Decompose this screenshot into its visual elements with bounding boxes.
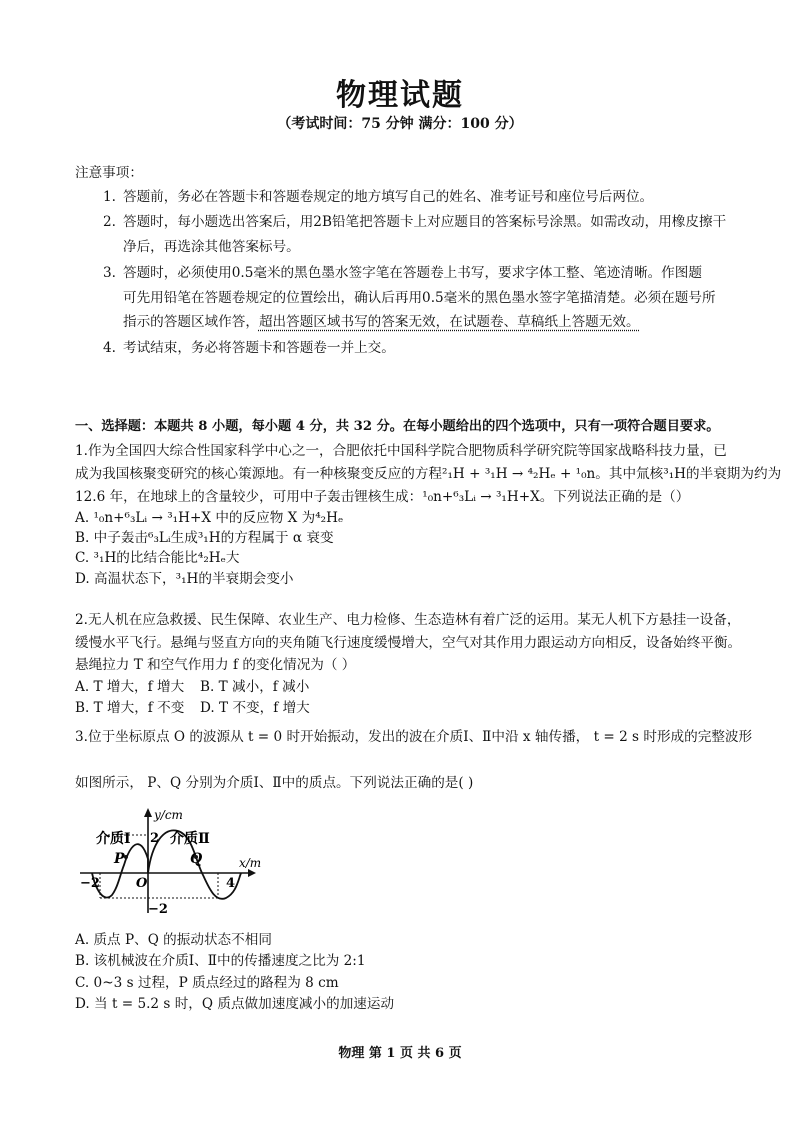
dotted-emphasis: 超出答题区域书写的答案无效，在试题卷、草稿纸上答题无效。 — [258, 314, 640, 330]
q3-line-2: 如图所示， P、Q 分别为介质Ⅰ、Ⅱ中的质点。下列说法正确的是( ) — [75, 775, 474, 791]
q2-line-2: 缓慢水平飞行。悬绳与竖直方向的夹角随飞行速度缓慢增大，空气对其作用力跟运动方向相反，设备始终平衡。 — [75, 635, 742, 651]
wave-figure — [78, 805, 268, 917]
notice-item-2-cont: 净后，再选涂其他答案标号。 — [123, 239, 300, 255]
medium-2-label: 介质Ⅱ — [170, 831, 210, 847]
notice-item-3: 3. 答题时，必须使用0.5毫米的黑色墨水签字笔在答题卷上书写，要求字体工整、笔迹清晰。作图题 — [103, 265, 702, 281]
origin-label: O — [136, 876, 148, 891]
q2-line-3: 悬绳拉力 T 和空气作用力 f 的变化情况为（ ） — [75, 657, 356, 673]
point-p — [124, 855, 128, 859]
notice-item-2: 2. 答题时，每小题选出答案后，用2B铅笔把答题卡上对应题目的答案标号涂黑。如需改动，用橡皮擦干 — [103, 214, 727, 230]
q3-option-b: B. 该机械波在介质Ⅰ、Ⅱ中的传播速度之比为 2:1 — [75, 953, 366, 969]
exam-info: （考试时间：75 分钟 满分：100 分） — [277, 116, 523, 132]
q2-line-1: 2.无人机在应急救援、民生保障、农业生产、电力检修、生态造林有着广泛的运用。某无人机下方悬挂一设备， — [75, 612, 741, 628]
notice-item-4: 4. 考试结束，务必将答题卡和答题卷一并上交。 — [103, 340, 395, 356]
q3-option-a: A. 质点 P、Q 的振动状态不相同 — [75, 932, 272, 948]
point-q-label: Q — [190, 851, 203, 867]
q1-option-b: B. 中子轰击⁶₃Lᵢ生成³₁H的方程属于 α 衰变 — [75, 530, 334, 546]
q2-option-d: D. T 不变，f 增大 — [200, 700, 310, 716]
q1-option-d: D. 高温状态下，³₁H的半衰期会变小 — [75, 571, 294, 587]
q3-option-d: D. 当 t = 5.2 s 时，Q 质点做加速度减小的加速运动 — [75, 996, 395, 1012]
q1-line-2: 成为我国核聚变研究的核心策源地。有一种核聚变反应的方程²₁H + ³₁H → ⁴₂Hₑ + ¹₀n。其中氚核³₁H的半衰期为约为 — [75, 466, 782, 482]
q1-option-c: C. ³₁H的比结合能比⁴₂Hₑ大 — [75, 550, 240, 566]
q3-option-c: C. 0~3 s 过程，P 质点经过的路程为 8 cm — [75, 975, 339, 991]
q3-line-1: 3.位于坐标原点 O 的波源从 t = 0 时开始振动，发出的波在介质Ⅰ、Ⅱ中沿 x 轴传播， t = 2 s 时形成的完整波形 — [75, 729, 753, 745]
point-p-label: P — [114, 851, 125, 867]
section-heading: 一、选择题：本题共 8 小题，每小题 4 分，共 32 分。在每小题给出的四个选项中，只有一项符合题目要求。 — [75, 419, 720, 434]
notice-item-1: 1. 答题前，务必在答题卡和答题卷规定的地方填写自己的姓名、准考证号和座位号后两位。 — [103, 189, 654, 205]
notice-heading: 注意事项： — [75, 165, 143, 181]
y-axis-arrow — [144, 808, 152, 817]
x-max-label: 4 — [226, 876, 236, 891]
q2-option-a: A. T 增大，f 增大 — [75, 679, 185, 695]
y-axis-label: y/cm — [154, 808, 183, 822]
notice-item-3-cont: 可先用铅笔在答题卷规定的位置绘出，确认后再用0.5毫米的黑色墨水签字笔描清楚。必须在题号所 — [123, 290, 716, 306]
x-axis-label: x/m — [239, 856, 262, 870]
notice-item-3-last: 指示的答题区域作答，超出答题区域书写的答案无效，在试题卷、草稿纸上答题无效。 — [123, 314, 640, 330]
y-max-label: 2 — [150, 831, 160, 846]
medium-1-label: 介质Ⅰ — [96, 831, 131, 847]
q1-line-3: 12.6 年，在地球上的含量较少，可用中子轰击锂核生成：¹₀n+⁶₃Lᵢ → ³₁H+X。下列说法正确的是（） — [75, 489, 690, 505]
q1-line-1: 1.作为全国四大综合性国家科学中心之一，合肥依托中国科学院合肥物质科学研究院等国家战略科技力量，已 — [75, 443, 727, 459]
x-min-label: −2 — [80, 876, 100, 891]
y-min-label: −2 — [148, 902, 168, 917]
page-title: 物理试题 — [336, 78, 464, 113]
page-footer: 物理 第 1 页 共 6 页 — [338, 1046, 462, 1061]
q2-option-c: B. T 增大，f 不变 — [75, 700, 185, 716]
x-axis-arrow — [248, 869, 256, 877]
q1-option-a: A. ¹₀n+⁶₃Lᵢ → ³₁H+X 中的反应物 X 为⁴₂Hₑ — [75, 510, 344, 526]
q2-option-b: B. T 减小，f 减小 — [200, 679, 310, 695]
